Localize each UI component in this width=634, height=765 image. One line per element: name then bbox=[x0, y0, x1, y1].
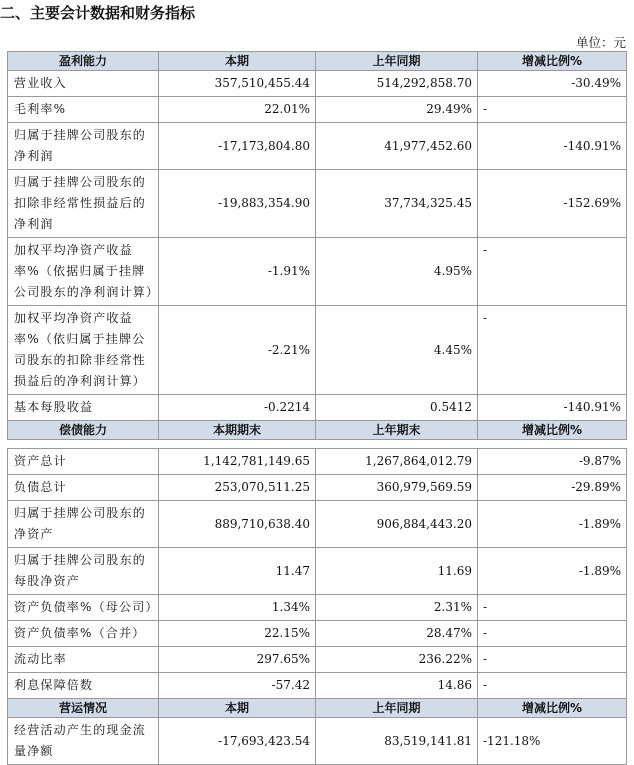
prior-value: 14.86 bbox=[316, 673, 478, 699]
table-row bbox=[8, 718, 627, 765]
table-row bbox=[8, 170, 627, 238]
section-gap bbox=[8, 440, 627, 449]
current-value: -17,693,423.54 bbox=[159, 718, 316, 765]
table-row bbox=[8, 595, 627, 621]
header-cell: 偿债能力 bbox=[8, 421, 159, 440]
change-value: -140.91% bbox=[478, 395, 627, 421]
prior-value: 4.95% bbox=[316, 238, 478, 306]
prior-value: 236.22% bbox=[316, 647, 478, 673]
header-cell: 上年期末 bbox=[316, 421, 478, 440]
current-value: 889,710,638.40 bbox=[159, 501, 316, 548]
row-label: 归属于挂牌公司股东的净利润 bbox=[8, 123, 159, 170]
header-cell: 上年同期 bbox=[316, 52, 478, 71]
current-value: -57.42 bbox=[159, 673, 316, 699]
prior-value: 11.69 bbox=[316, 548, 478, 595]
section-title: 二、主要会计数据和财务指标 bbox=[0, 4, 196, 22]
header-cell: 上年同期 bbox=[316, 699, 478, 718]
current-value: 11.47 bbox=[159, 548, 316, 595]
change-value: - bbox=[478, 306, 627, 395]
prior-value: 28.47% bbox=[316, 621, 478, 647]
header-cell: 本期期末 bbox=[159, 421, 316, 440]
solvency-header-row bbox=[8, 421, 627, 440]
prior-value: 360,979,569.59 bbox=[316, 475, 478, 501]
current-value: 22.01% bbox=[159, 97, 316, 123]
prior-value: 4.45% bbox=[316, 306, 478, 395]
table-row bbox=[8, 97, 627, 123]
header-cell: 增减比例% bbox=[478, 52, 627, 71]
prior-value: 37,734,325.45 bbox=[316, 170, 478, 238]
table-row bbox=[8, 123, 627, 170]
current-value: 1.34% bbox=[159, 595, 316, 621]
row-label: 资产总计 bbox=[8, 449, 159, 475]
header-cell: 增减比例% bbox=[478, 421, 627, 440]
prior-value: 514,292,858.70 bbox=[316, 71, 478, 97]
prior-value: 83,519,141.81 bbox=[316, 718, 478, 765]
row-label: 资产负债率%（母公司） bbox=[8, 595, 159, 621]
current-value: 357,510,455.44 bbox=[159, 71, 316, 97]
row-label: 营业收入 bbox=[8, 71, 159, 97]
prior-value: 2.31% bbox=[316, 595, 478, 621]
header-cell: 盈利能力 bbox=[8, 52, 159, 71]
table-row bbox=[8, 475, 627, 501]
financial-indicators-table bbox=[7, 51, 627, 765]
prior-value: 29.49% bbox=[316, 97, 478, 123]
row-label: 资产负债率%（合并） bbox=[8, 621, 159, 647]
current-value: -1.91% bbox=[159, 238, 316, 306]
current-value: 297.65% bbox=[159, 647, 316, 673]
row-label: 基本每股收益 bbox=[8, 395, 159, 421]
change-value: -9.87% bbox=[478, 449, 627, 475]
change-value: -1.89% bbox=[478, 501, 627, 548]
table-row bbox=[8, 395, 627, 421]
change-value: - bbox=[478, 647, 627, 673]
change-value: -152.69% bbox=[478, 170, 627, 238]
row-label: 负债总计 bbox=[8, 475, 159, 501]
table-row bbox=[8, 449, 627, 475]
table-row bbox=[8, 238, 627, 306]
table-row bbox=[8, 501, 627, 548]
change-value: -30.49% bbox=[478, 71, 627, 97]
change-value: - bbox=[478, 595, 627, 621]
change-value: - bbox=[478, 621, 627, 647]
unit-label: 单位：元 bbox=[575, 35, 626, 50]
prior-value: 0.5412 bbox=[316, 395, 478, 421]
table-row bbox=[8, 621, 627, 647]
row-label: 流动比率 bbox=[8, 647, 159, 673]
operations-header-row bbox=[8, 699, 627, 718]
current-value: -19,883,354.90 bbox=[159, 170, 316, 238]
change-value: -140.91% bbox=[478, 123, 627, 170]
current-value: 22.15% bbox=[159, 621, 316, 647]
table-row bbox=[8, 306, 627, 395]
change-value: -1.89% bbox=[478, 548, 627, 595]
row-label: 毛利率% bbox=[8, 97, 159, 123]
header-cell: 营运情况 bbox=[8, 699, 159, 718]
header-cell: 增减比例% bbox=[478, 699, 627, 718]
prior-value: 906,884,443.20 bbox=[316, 501, 478, 548]
current-value: 253,070,511.25 bbox=[159, 475, 316, 501]
current-value: -2.21% bbox=[159, 306, 316, 395]
header-cell: 本期 bbox=[159, 52, 316, 71]
current-value: -0.2214 bbox=[159, 395, 316, 421]
prior-value: 41,977,452.60 bbox=[316, 123, 478, 170]
change-value: - bbox=[478, 238, 627, 306]
row-label: 归属于挂牌公司股东的净资产 bbox=[8, 501, 159, 548]
table-row bbox=[8, 647, 627, 673]
table-row bbox=[8, 71, 627, 97]
current-value: -17,173,804.80 bbox=[159, 123, 316, 170]
table-row bbox=[8, 673, 627, 699]
row-label: 利息保障倍数 bbox=[8, 673, 159, 699]
prior-value: 1,267,864,012.79 bbox=[316, 449, 478, 475]
row-label: 归属于挂牌公司股东的扣除非经常性损益后的净利润 bbox=[8, 170, 159, 238]
row-label: 归属于挂牌公司股东的每股净资产 bbox=[8, 548, 159, 595]
change-value: - bbox=[478, 97, 627, 123]
row-label: 经营活动产生的现金流量净额 bbox=[8, 718, 159, 765]
header-cell: 本期 bbox=[159, 699, 316, 718]
profitability-header-row bbox=[8, 52, 627, 71]
table-row bbox=[8, 548, 627, 595]
row-label: 加权平均净资产收益率%（依据归属于挂牌公司股东的净利润计算） bbox=[8, 238, 159, 306]
change-value: -121.18% bbox=[478, 718, 627, 765]
change-value: -29.89% bbox=[478, 475, 627, 501]
row-label: 加权平均净资产收益率%（依归属于挂牌公司股东的扣除非经常性损益后的净利润计算） bbox=[8, 306, 159, 395]
change-value: - bbox=[478, 673, 627, 699]
current-value: 1,142,781,149.65 bbox=[159, 449, 316, 475]
